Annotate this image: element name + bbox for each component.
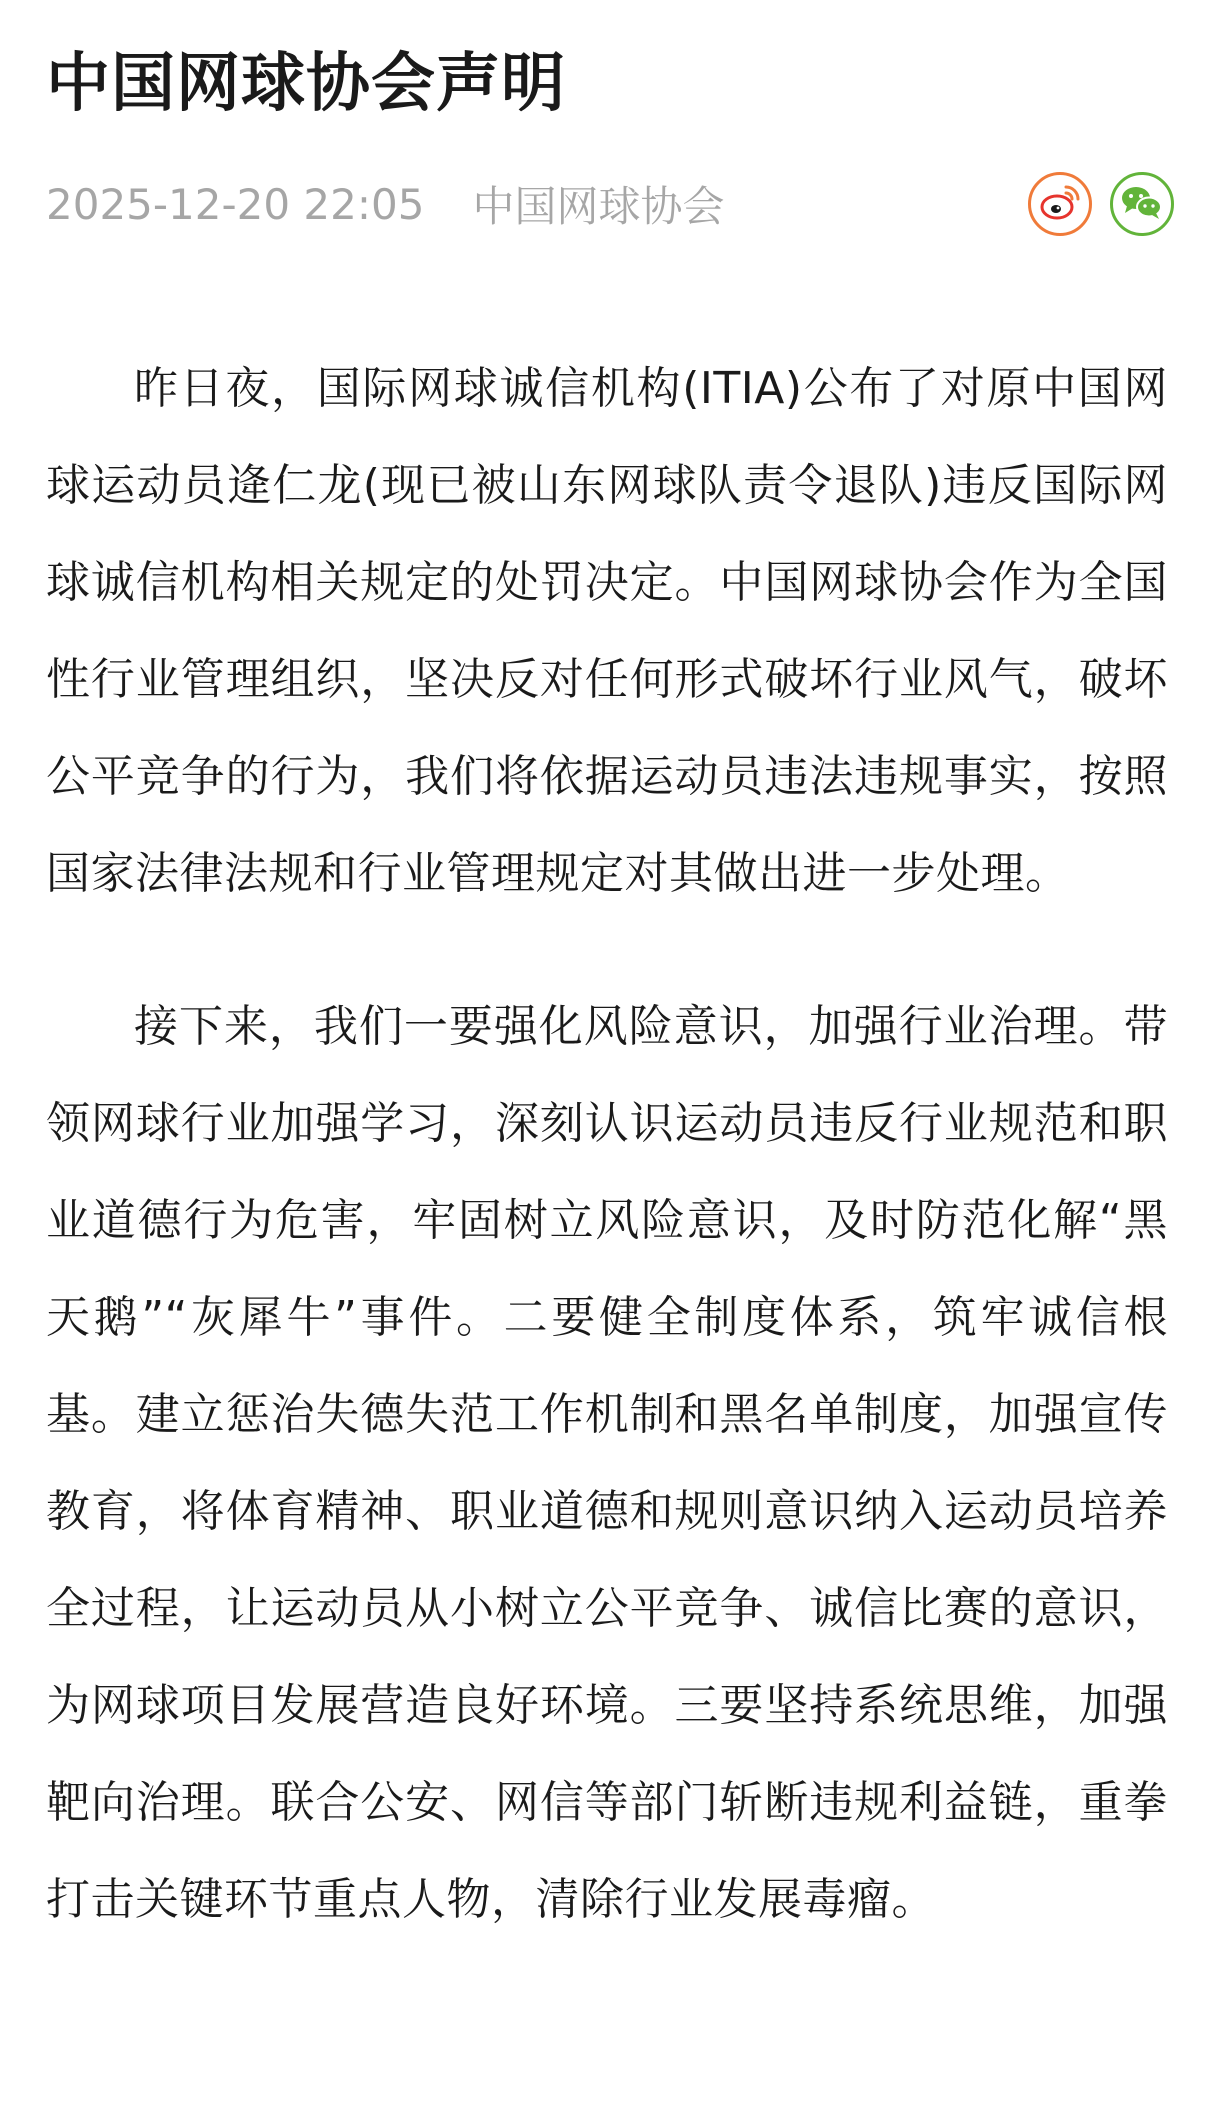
article-meta xyxy=(46,174,1166,234)
publish-date: 2025-12-20 22:05 xyxy=(46,179,425,229)
paragraph-2: 接下来，我们一要强化风险意识，加强行业治理。带领网球行业加强学习，深刻认识运动员违反行业规范和职业道德行为危害，牢固树立风险意识，及时防范化解“黑天鹅”“灰犀牛”事件。二要健全制度体系，筑牢诚信根基。建立惩治失德失范工作机制和黑名单制度，加强宣传教育，将体育精神、职业道德和规则意识纳入运动员培养全过程，让运动员从小树立公平竞争、诚信比赛的意识，为网球项目发展营造良好环境。三要坚持系统思维，加强靶向治理。联合公安、网信等部门斩断违规利益链，重拳打击关键环节重点人物，清除行业发展毒瘤。 xyxy=(46,1001,1168,1925)
article-body xyxy=(46,340,1168,2004)
paragraph-1: 昨日夜，国际网球诚信机构(ITIA)公布了对原中国网球运动员逄仁龙(现已被山东网球队责令退队)违反国际网球诚信机构相关规定的处罚决定。中国网球协会作为全国性行业管理组织，坚决反对任何形式破坏行业风气，破坏公平竞争的行为，我们将依据运动员违法违规事实，按照国家法律法规和行业管理规定对其做出进一步处理。 xyxy=(46,363,1168,899)
article-source: 中国网球协会 xyxy=(472,182,725,231)
share-weibo-button[interactable] xyxy=(1028,172,1092,236)
share-bar xyxy=(1028,172,1174,236)
share-wechat-button[interactable] xyxy=(1110,172,1174,236)
article-title: 中国网球协会声明 xyxy=(46,47,566,121)
wechat-icon xyxy=(1119,182,1165,226)
weibo-icon xyxy=(1038,182,1082,226)
